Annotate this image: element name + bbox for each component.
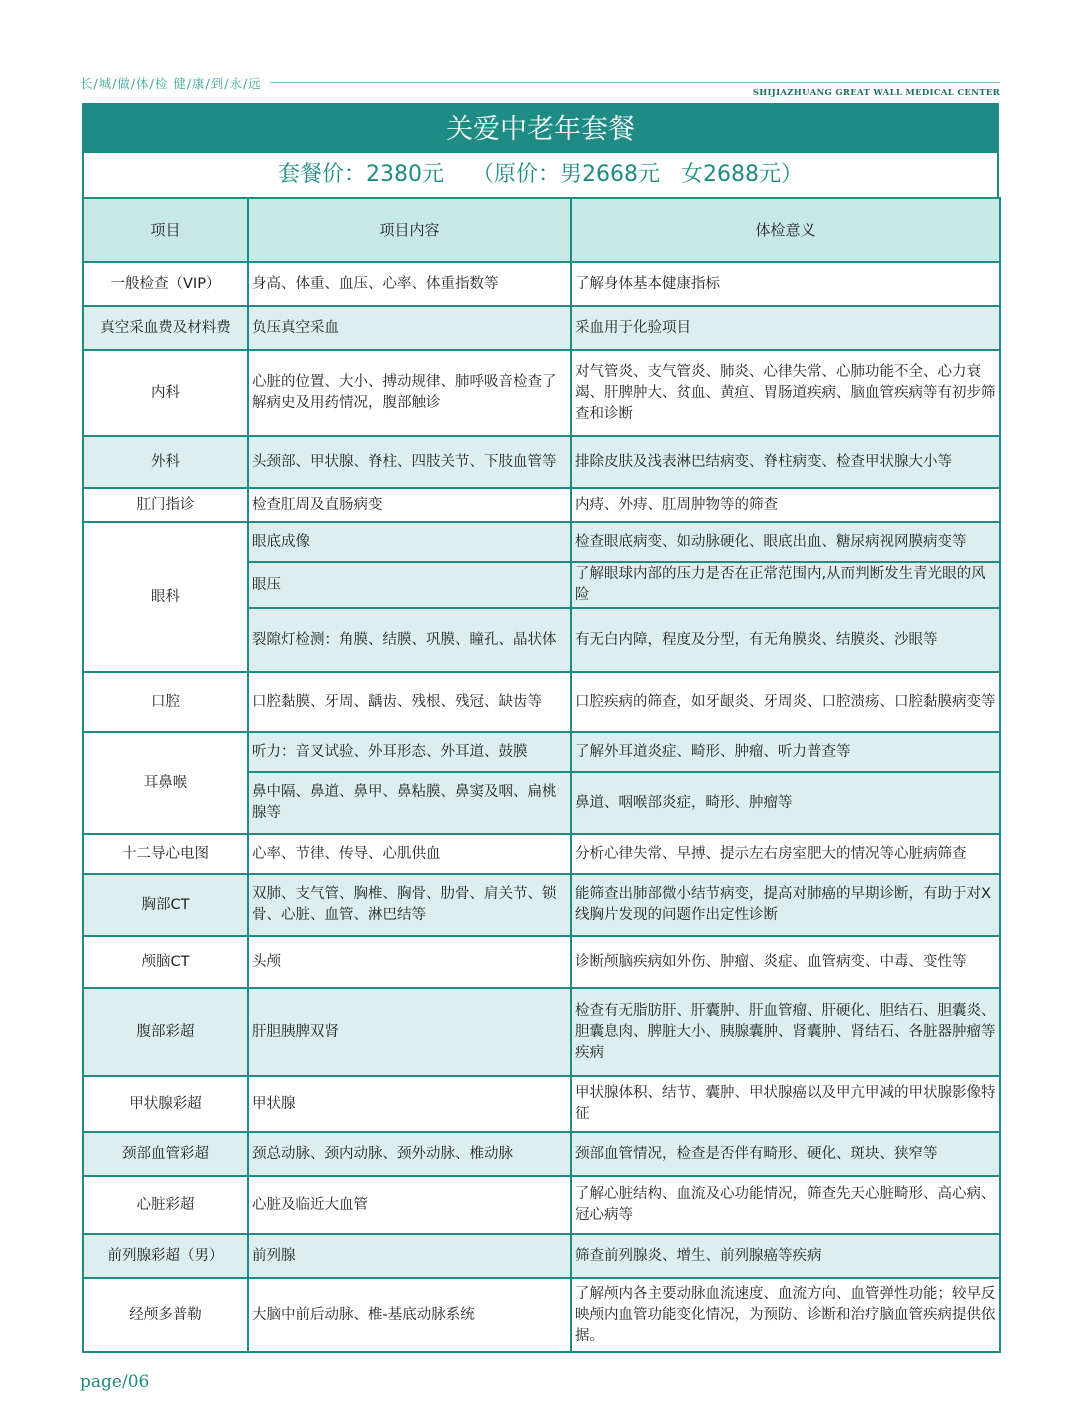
row-content: 负压真空采血: [248, 306, 571, 350]
row-category: 腹部彩超: [83, 988, 248, 1076]
row-content: 头颅: [248, 936, 571, 988]
row-meaning: 鼻道、咽喉部炎症，畸形、肿瘤等: [571, 772, 1000, 834]
table-row: [83, 874, 1000, 936]
row-category: 心脏彩超: [83, 1176, 248, 1234]
exam-items-table: [82, 197, 1001, 1353]
table-row: [83, 672, 1000, 732]
row-meaning: 了解眼球内部的压力是否在正常范围内,从而判断发生青光眼的风险: [571, 562, 1000, 608]
row-content: 心率、节律、传导、心肌供血: [248, 834, 571, 874]
row-category: 肛门指诊: [83, 488, 248, 522]
table-header-row: [83, 198, 1000, 262]
table-row: [83, 732, 1000, 772]
table-row: [83, 262, 1000, 306]
table-row: [83, 1076, 1000, 1132]
row-meaning: 内痔、外痔、肛周肿物等的筛查: [571, 488, 1000, 522]
row-content: 鼻中隔、鼻道、鼻甲、鼻粘膜、鼻窦及咽、扁桃腺等: [248, 772, 571, 834]
column-header-meaning: 体检意义: [571, 198, 1000, 262]
row-category: 一般检查（VIP）: [83, 262, 248, 306]
header-slogan: 长/城/做/体/检 健/康/到/永/远: [80, 76, 262, 91]
row-meaning: 对气管炎、支气管炎、肺炎、心律失常、心肺功能不全、心力衰竭、肝脾肿大、贫血、黄疸、胃肠道疾病、脑血管疾病等有初步筛查和诊断: [571, 350, 1000, 436]
row-meaning: 能筛查出肺部微小结节病变，提高对肺癌的早期诊断，有助于对X线胸片发现的问题作出定性诊断: [571, 874, 1000, 936]
row-category: 口腔: [83, 672, 248, 732]
column-header-content: 项目内容: [248, 198, 571, 262]
table-row: [83, 988, 1000, 1076]
table-row: [83, 1132, 1000, 1176]
package-sheet: [82, 103, 999, 1353]
row-meaning: 颈部血管情况，检查是否伴有畸形、硬化、斑块、狭窄等: [571, 1132, 1000, 1176]
row-meaning: 了解外耳道炎症、畸形、肿瘤、听力普查等: [571, 732, 1000, 772]
row-category: 耳鼻喉: [83, 732, 248, 834]
row-meaning: 有无白内障，程度及分型，有无角膜炎、结膜炎、沙眼等: [571, 608, 1000, 672]
table-row: [83, 834, 1000, 874]
row-meaning: 检查有无脂肪肝、肝囊肿、肝血管瘤、肝硬化、胆结石、胆囊炎、胆囊息肉、脾脏大小、胰腺囊肿、肾囊肿、肾结石、各脏器肿瘤等疾病: [571, 988, 1000, 1076]
row-meaning: 了解身体基本健康指标: [571, 262, 1000, 306]
row-content: 眼压: [248, 562, 571, 608]
row-content: 检查肛周及直肠病变: [248, 488, 571, 522]
row-category: 甲状腺彩超: [83, 1076, 248, 1132]
table-row: [83, 936, 1000, 988]
table-row: [83, 306, 1000, 350]
row-meaning: 排除皮肤及浅表淋巴结病变、脊柱病变、检查甲状腺大小等: [571, 436, 1000, 488]
header-rule: [270, 82, 1000, 83]
row-content: 口腔黏膜、牙周、龋齿、残根、残冠、缺齿等: [248, 672, 571, 732]
row-meaning: 分析心律失常、早搏、提示左右房室肥大的情况等心脏病筛查: [571, 834, 1000, 874]
row-category: 颅脑CT: [83, 936, 248, 988]
package-title: 关爱中老年套餐: [82, 103, 999, 153]
row-content: 心脏及临近大血管: [248, 1176, 571, 1234]
table-row: [83, 350, 1000, 436]
organization-name: SHIJIAZHUANG GREAT WALL MEDICAL CENTER: [752, 88, 1000, 98]
row-content: 颈总动脉、颈内动脉、颈外动脉、椎动脉: [248, 1132, 571, 1176]
row-meaning: 诊断颅脑疾病如外伤、肿瘤、炎症、血管病变、中毒、变性等: [571, 936, 1000, 988]
page-number: page/06: [80, 1372, 150, 1392]
table-row: [83, 488, 1000, 522]
row-content: 身高、体重、血压、心率、体重指数等: [248, 262, 571, 306]
row-content: 眼底成像: [248, 522, 571, 562]
row-content: 双肺、支气管、胸椎、胸骨、肋骨、肩关节、锁骨、心脏、血管、淋巴结等: [248, 874, 571, 936]
row-category: 十二导心电图: [83, 834, 248, 874]
row-content: 听力：音叉试验、外耳形态、外耳道、鼓膜: [248, 732, 571, 772]
row-meaning: 口腔疾病的筛查，如牙龈炎、牙周炎、口腔溃疡、口腔黏膜病变等: [571, 672, 1000, 732]
row-category: 经颅多普勒: [83, 1278, 248, 1352]
table-row: [83, 1234, 1000, 1278]
table-row: [83, 522, 1000, 562]
table-row: [83, 1278, 1000, 1352]
row-content: 大脑中前后动脉、椎-基底动脉系统: [248, 1278, 571, 1352]
row-category: 真空采血费及材料费: [83, 306, 248, 350]
row-content: 裂隙灯检测：角膜、结膜、巩膜、瞳孔、晶状体: [248, 608, 571, 672]
row-content: 心脏的位置、大小、搏动规律、肺呼吸音检查了解病史及用药情况，腹部触诊: [248, 350, 571, 436]
row-meaning: 了解颅内各主要动脉血流速度、血流方向、血管弹性功能；较早反映颅内血管功能变化情况，为预防、诊断和治疗脑血管疾病提供依据。: [571, 1278, 1000, 1352]
row-category: 胸部CT: [83, 874, 248, 936]
row-content: 肝胆胰脾双肾: [248, 988, 571, 1076]
table-row: [83, 436, 1000, 488]
table-row: [83, 1176, 1000, 1234]
row-meaning: 筛查前列腺炎、增生、前列腺癌等疾病: [571, 1234, 1000, 1278]
row-content: 前列腺: [248, 1234, 571, 1278]
row-category: 外科: [83, 436, 248, 488]
row-category: 前列腺彩超（男）: [83, 1234, 248, 1278]
package-price: 套餐价：2380元 （原价：男2668元 女2688元）: [82, 153, 999, 197]
row-meaning: 甲状腺体积、结节、囊肿、甲状腺癌以及甲亢甲减的甲状腺影像特征: [571, 1076, 1000, 1132]
row-meaning: 采血用于化验项目: [571, 306, 1000, 350]
row-content: 头颈部、甲状腺、脊柱、四肢关节、下肢血管等: [248, 436, 571, 488]
row-content: 甲状腺: [248, 1076, 571, 1132]
column-header-item: 项目: [83, 198, 248, 262]
row-category: 颈部血管彩超: [83, 1132, 248, 1176]
row-category: 眼科: [83, 522, 248, 672]
row-meaning: 检查眼底病变、如动脉硬化、眼底出血、糖尿病视网膜病变等: [571, 522, 1000, 562]
row-category: 内科: [83, 350, 248, 436]
row-meaning: 了解心脏结构、血流及心功能情况，筛查先天心脏畸形、高心病、冠心病等: [571, 1176, 1000, 1234]
